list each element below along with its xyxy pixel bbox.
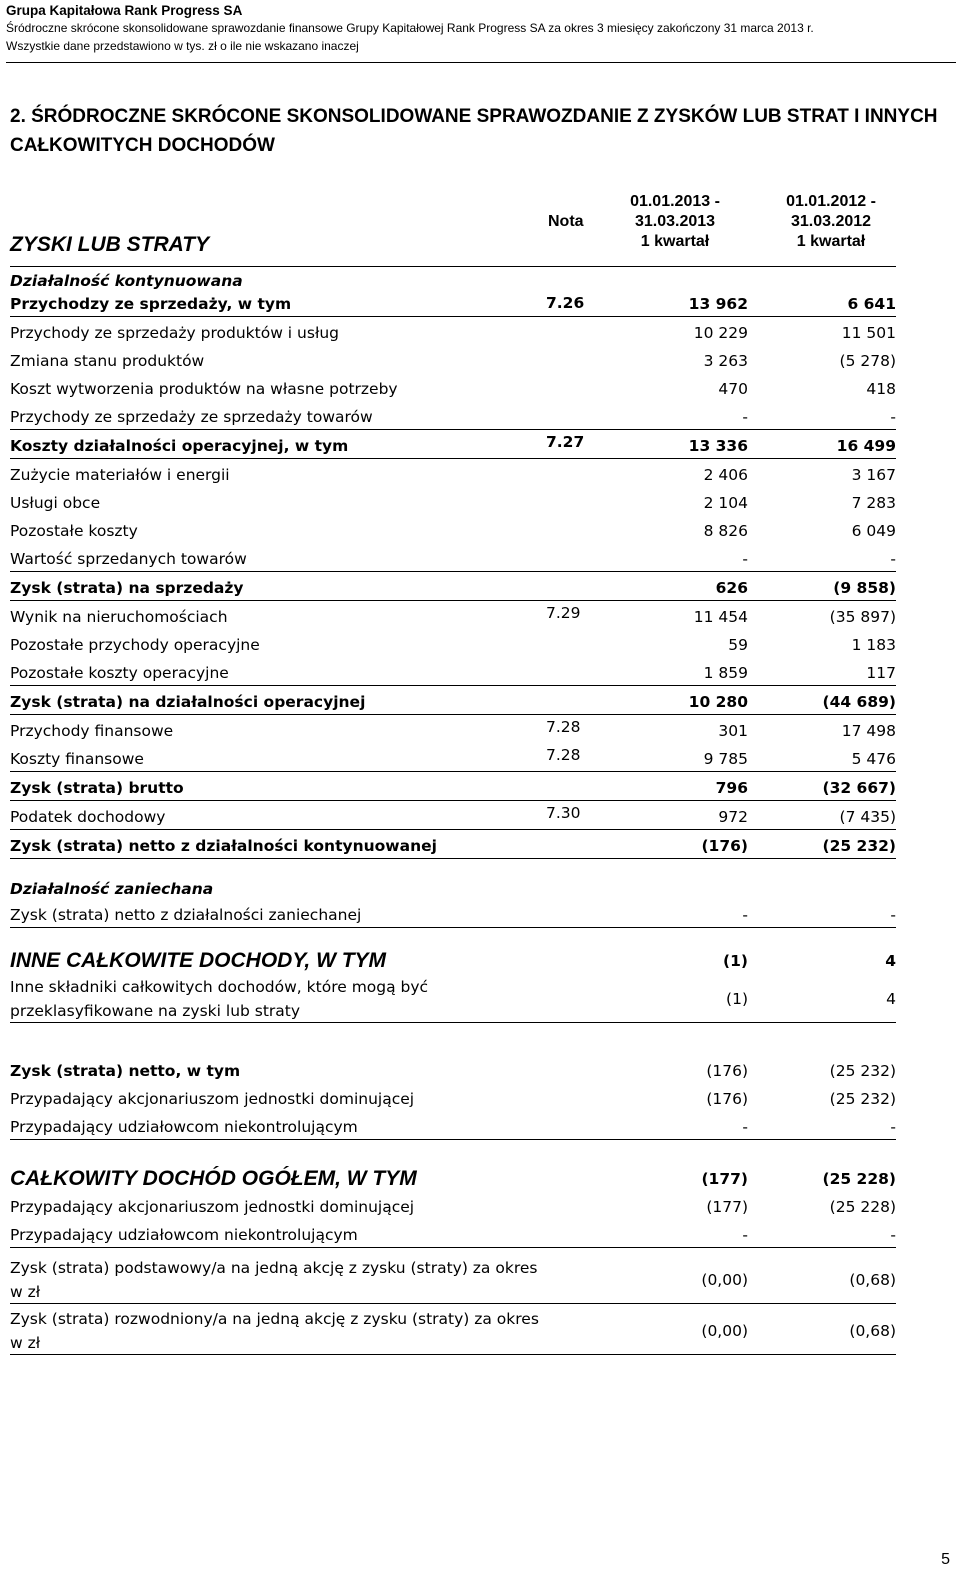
table-header-rule bbox=[10, 266, 896, 267]
table-row: Zysk (strata) podstawowy/a na jedną akcję z zysku (straty) za okres w zł (0,00) (0,68) bbox=[10, 1256, 896, 1304]
table-row: Pozostałe koszty operacyjne 1 859 117 bbox=[10, 660, 896, 686]
section-title: 2. ŚRÓDROCZNE SKRÓCONE SKONSOLIDOWANE SPRAWOZDANIE Z ZYSKÓW LUB STRAT I INNYCH CAŁKOWITYCH DOCHODÓW bbox=[10, 106, 938, 156]
report-subtitle: Śródroczne skrócone skonsolidowane sprawozdanie finansowe Grupy Kapitałowej Rank Progress SA za okres 3 miesięcy zakończony 31 marca 2013 r. bbox=[6, 21, 814, 35]
table-row: Zysk (strata) brutto 796 (32 667) bbox=[10, 775, 896, 801]
table-row: Przychody ze sprzedaży ze sprzedaży towarów - - bbox=[10, 404, 896, 430]
document-header bbox=[6, 2, 956, 55]
table-row: Zysk (strata) netto z działalności kontynuowanej (176) (25 232) bbox=[10, 833, 896, 859]
table-row: Koszty finansowe 7.28 9 785 5 476 bbox=[10, 746, 896, 772]
table-row: Pozostałe koszty 8 826 6 049 bbox=[10, 522, 896, 540]
page-number: 5 bbox=[941, 1551, 950, 1568]
table-row: Przychody ze sprzedaży produktów i usług 10 229 11 501 bbox=[10, 324, 896, 342]
table-row: CAŁKOWITY DOCHÓD OGÓŁEM, W TYM (177) (25 228) bbox=[10, 1167, 896, 1190]
table-row: Podatek dochodowy 7.30 972 (7 435) bbox=[10, 804, 896, 830]
period-2012-header: 01.01.2012 - 31.03.2012 1 kwartał bbox=[786, 193, 876, 250]
header-divider bbox=[6, 62, 956, 63]
table-row: Zysk (strata) na działalności operacyjnej 10 280 (44 689) bbox=[10, 689, 896, 715]
table-row: Wynik na nieruchomościach 7.29 11 454 (35 897) bbox=[10, 604, 896, 626]
table-row: Przypadający akcjonariuszom jednostki dominującej (177) (25 228) bbox=[10, 1198, 896, 1216]
table-row: Zysk (strata) na sprzedaży 626 (9 858) bbox=[10, 575, 896, 601]
table-row: Zmiana stanu produktów 3 263 (5 278) bbox=[10, 352, 896, 370]
table-row: Koszty działalności operacyjnej, w tym 7.27 13 336 16 499 bbox=[10, 433, 896, 459]
company-name: Grupa Kapitałowa Rank Progress SA bbox=[6, 3, 243, 18]
table-row: Usługi obce 2 104 7 283 bbox=[10, 494, 896, 512]
nota-header: Nota bbox=[548, 213, 584, 230]
table-row: Inne składniki całkowitych dochodów, które mogą być przeklasyfikowane na zyski lub straty (1) 4 bbox=[10, 975, 896, 1023]
units-note: Wszystkie dane przedstawiono w tys. zł o ile nie wskazano inaczej bbox=[6, 39, 359, 53]
table-row: INNE CAŁKOWITE DOCHODY, W TYM (1) 4 bbox=[10, 949, 896, 972]
table-row: Działalność zaniechana bbox=[10, 880, 214, 898]
table-row: Pozostałe przychody operacyjne 59 1 183 bbox=[10, 636, 896, 654]
table-row: Zysk (strata) netto z działalności zaniechanej - - bbox=[10, 902, 896, 928]
table-row: Przypadający udziałowcom niekontrolującym - - bbox=[10, 1114, 896, 1140]
table-row: Przychody finansowe 7.28 301 17 498 bbox=[10, 718, 896, 740]
table-row: Zużycie materiałów i energii 2 406 3 167 bbox=[10, 466, 896, 484]
table-label: ZYSKI LUB STRATY bbox=[10, 233, 210, 256]
table-row: Wartość sprzedanych towarów - - bbox=[10, 546, 896, 572]
table-row: Przypadający akcjonariuszom jednostki dominującej (176) (25 232) bbox=[10, 1090, 896, 1108]
table-row: Działalność kontynuowana bbox=[10, 272, 243, 290]
table-row: Zysk (strata) rozwodniony/a na jedną akcję z zysku (straty) za okres w zł (0,00) (0,68) bbox=[10, 1307, 896, 1355]
table-row: Koszt wytworzenia produktów na własne potrzeby 470 418 bbox=[10, 380, 896, 398]
table-row: Zysk (strata) netto, w tym (176) (25 232) bbox=[10, 1062, 896, 1080]
period-2013-header: 01.01.2013 - 31.03.2013 1 kwartał bbox=[630, 193, 720, 250]
table-row: Przypadający udziałowcom niekontrolującym - - bbox=[10, 1222, 896, 1248]
table-row: Przychodzy ze sprzedaży, w tym 7.26 13 962 6 641 bbox=[10, 291, 896, 317]
